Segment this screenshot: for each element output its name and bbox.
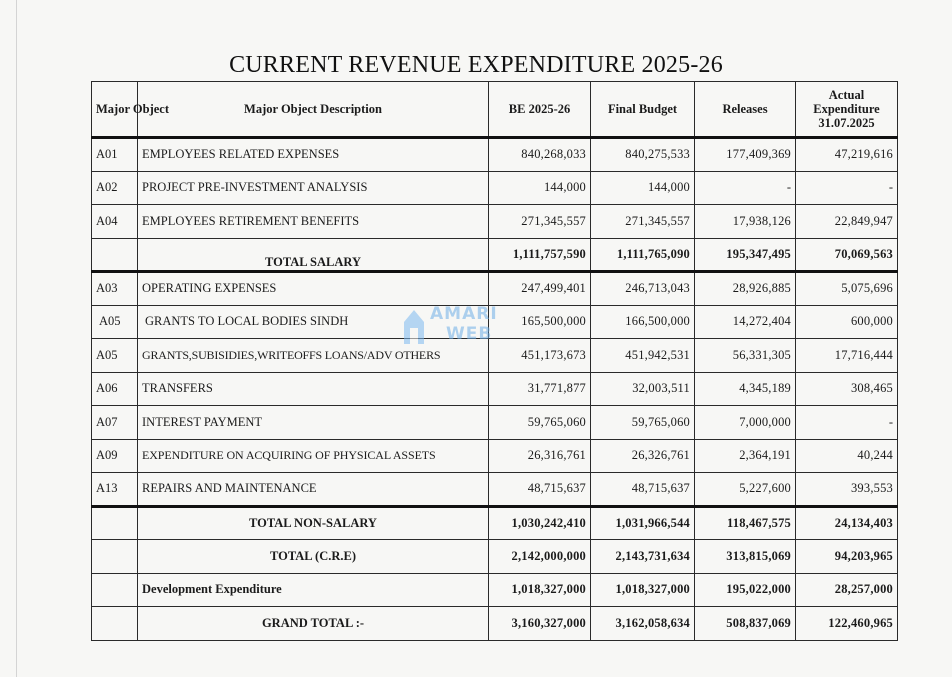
row-description: INTEREST PAYMENT [138,406,489,440]
row-be: 451,173,673 [489,339,591,373]
row-final-budget: 144,000 [591,171,695,205]
table-row [92,473,898,507]
scan-edge-line [16,0,17,677]
row-releases: - [695,171,796,205]
header-releases: Releases [695,82,796,138]
row-be: 247,499,401 [489,272,591,306]
row-final-budget: 26,326,761 [591,439,695,473]
row-be: 165,500,000 [489,305,591,339]
header-actual-expenditure: Actual Expenditure 31.07.2025 [796,82,898,138]
row-releases: 195,022,000 [695,573,796,607]
row-final-budget: 32,003,511 [591,372,695,406]
table-row [92,272,898,306]
table-row [92,406,898,440]
row-code: A05 [92,339,138,373]
row-code [92,238,138,272]
row-code [92,506,138,540]
row-be: 48,715,637 [489,473,591,507]
row-code: A07 [92,406,138,440]
row-actual: 600,000 [796,305,898,339]
grand-total-row [92,607,898,641]
header-final-budget: Final Budget [591,82,695,138]
row-actual: 28,257,000 [796,573,898,607]
row-releases: 56,331,305 [695,339,796,373]
header-be: BE 2025-26 [489,82,591,138]
row-final-budget: 59,765,060 [591,406,695,440]
row-releases: 28,926,885 [695,272,796,306]
row-be: 3,160,327,000 [489,607,591,641]
row-releases: 508,837,069 [695,607,796,641]
row-be: 1,018,327,000 [489,573,591,607]
row-description: TOTAL NON-SALARY [138,506,489,540]
row-description: TOTAL SALARY [138,238,489,272]
row-actual: 70,069,563 [796,238,898,272]
row-releases: 5,227,600 [695,473,796,507]
row-code [92,607,138,641]
row-description: OPERATING EXPENSES [138,272,489,306]
row-description: Development Expenditure [138,573,489,607]
row-description: GRAND TOTAL :- [138,607,489,641]
row-be: 31,771,877 [489,372,591,406]
table-row [92,171,898,205]
row-code [92,573,138,607]
row-code: A01 [92,138,138,172]
row-actual: 47,219,616 [796,138,898,172]
row-releases: 17,938,126 [695,205,796,239]
watermark-text-bottom: WEB [446,324,493,344]
row-code: A05 [92,305,138,339]
row-releases: 4,345,189 [695,372,796,406]
row-actual: 94,203,965 [796,540,898,574]
row-final-budget: 166,500,000 [591,305,695,339]
row-description: TRANSFERS [138,372,489,406]
row-actual: 393,553 [796,473,898,507]
row-actual: - [796,406,898,440]
header-major-object: Major Object [92,82,138,138]
row-releases: 313,815,069 [695,540,796,574]
development-expenditure-row [92,573,898,607]
row-be: 840,268,033 [489,138,591,172]
table-header-row [92,82,898,138]
row-description: REPAIRS AND MAINTENANCE [138,473,489,507]
row-final-budget: 1,018,327,000 [591,573,695,607]
row-actual: 17,716,444 [796,339,898,373]
row-final-budget: 1,111,765,090 [591,238,695,272]
row-releases: 2,364,191 [695,439,796,473]
row-be: 144,000 [489,171,591,205]
row-code: A03 [92,272,138,306]
document-title: CURRENT REVENUE EXPENDITURE 2025-26 [229,52,723,78]
expenditure-table [91,81,898,641]
row-releases: 118,467,575 [695,506,796,540]
row-final-budget: 3,162,058,634 [591,607,695,641]
row-final-budget: 246,713,043 [591,272,695,306]
row-description: EXPENDITURE ON ACQUIRING OF PHYSICAL ASSETS [138,439,489,473]
row-code: A02 [92,171,138,205]
row-actual: 122,460,965 [796,607,898,641]
table-row [92,205,898,239]
row-description: GRANTS TO LOCAL BODIES SINDH [138,305,489,339]
row-final-budget: 840,275,533 [591,138,695,172]
row-be: 1,030,242,410 [489,506,591,540]
row-code: A06 [92,372,138,406]
row-releases: 177,409,369 [695,138,796,172]
row-final-budget: 48,715,637 [591,473,695,507]
row-actual: 5,075,696 [796,272,898,306]
row-actual: 40,244 [796,439,898,473]
row-code: A09 [92,439,138,473]
row-final-budget: 1,031,966,544 [591,506,695,540]
watermark-logo [402,304,532,348]
row-description: EMPLOYEES RELATED EXPENSES [138,138,489,172]
row-be: 1,111,757,590 [489,238,591,272]
row-description: PROJECT PRE-INVESTMENT ANALYSIS [138,171,489,205]
header-description: Major Object Description [138,82,489,138]
row-actual: 308,465 [796,372,898,406]
row-releases: 195,347,495 [695,238,796,272]
table-row [92,372,898,406]
row-releases: 14,272,404 [695,305,796,339]
row-final-budget: 271,345,557 [591,205,695,239]
row-code: A04 [92,205,138,239]
row-be: 59,765,060 [489,406,591,440]
row-description: EMPLOYEES RETIREMENT BENEFITS [138,205,489,239]
row-description: GRANTS,SUBISIDIES,WRITEOFFS LOANS/ADV OTHERS [138,339,489,373]
table-row [92,138,898,172]
row-code [92,540,138,574]
watermark-house-icon [402,306,426,346]
watermark-text-top: AMARI [430,304,498,324]
row-releases: 7,000,000 [695,406,796,440]
row-code: A13 [92,473,138,507]
row-actual: 24,134,403 [796,506,898,540]
row-actual: 22,849,947 [796,205,898,239]
row-actual: - [796,171,898,205]
row-be: 26,316,761 [489,439,591,473]
subtotal-row-salary [92,238,898,272]
row-final-budget: 2,143,731,634 [591,540,695,574]
subtotal-row-non-salary [92,506,898,540]
row-be: 271,345,557 [489,205,591,239]
total-row-cre [92,540,898,574]
table-row [92,439,898,473]
row-be: 2,142,000,000 [489,540,591,574]
row-description: TOTAL (C.R.E) [138,540,489,574]
row-final-budget: 451,942,531 [591,339,695,373]
